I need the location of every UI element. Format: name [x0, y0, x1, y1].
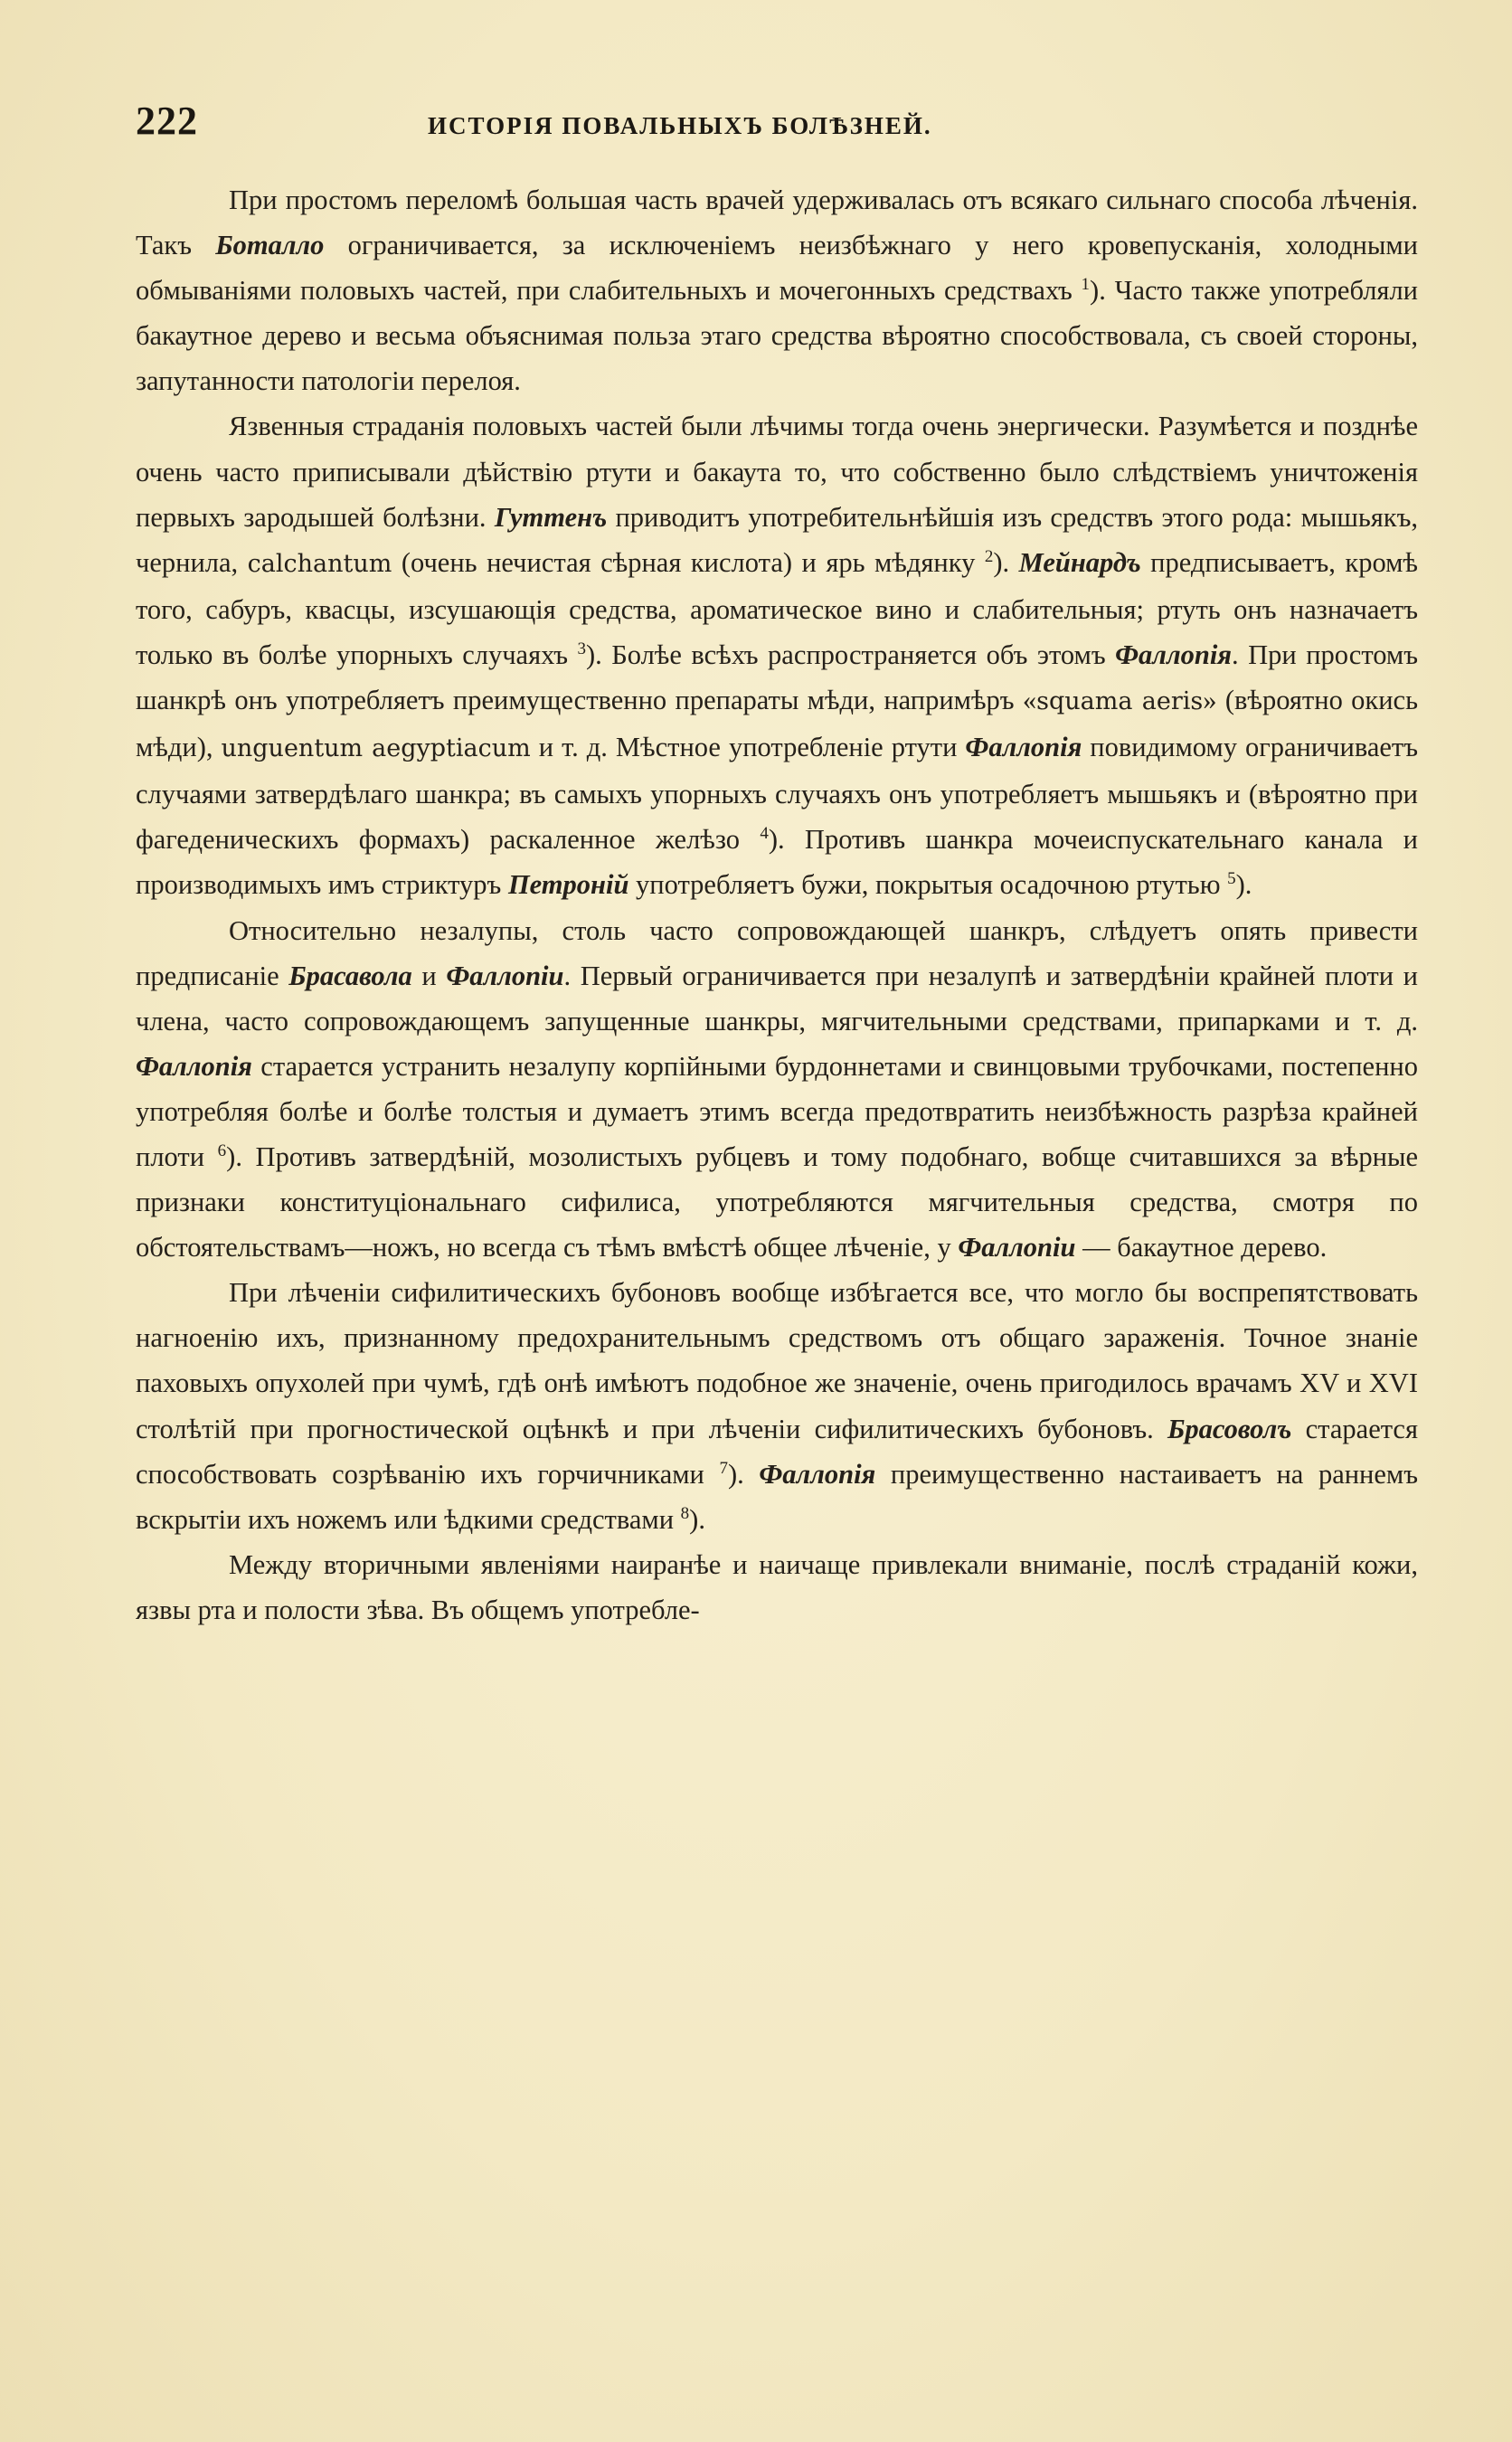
text-run: старается способствовать созрѣванію ихъ горчичниками: [136, 1413, 1419, 1490]
author-name: Фаллопія: [1115, 639, 1233, 670]
text-run: ограничивается, за исключеніемъ неизбѣжнаго у него кровепусканія, холодными обмываніями половыхъ частей, при слабительныхъ и мочегонныхъ средствахъ: [136, 230, 1418, 307]
paragraph: [136, 908, 1418, 1271]
text-run: При простомъ переломѣ большая часть врачей удерживалась отъ всякаго сильнаго способа лѣченія. Такъ: [136, 185, 1418, 261]
footnote-marker: 8: [680, 1503, 690, 1523]
text-run: . При простомъ шанкрѣ онъ употребляетъ преимущественно препараты мѣди, напримѣръ «: [136, 639, 1418, 716]
latin-term: unguentum aegyptiacum: [221, 734, 531, 763]
author-name: Брасавола: [288, 960, 412, 991]
author-name: Мейнардъ: [1018, 546, 1141, 578]
latin-term: calchantum: [247, 549, 392, 578]
text-run: Между вторичными явленіями наиранѣе и наичаще привлекали вниманіе, послѣ страданій кожи, язвы рта и полости зѣва. Въ общемъ употребле-: [136, 1548, 1418, 1625]
text-run: При лѣченіи сифилитическихъ бубоновъ вообще избѣгается все, что могло бы воспрепятствовать нагноенію ихъ, признанному предохранительнымъ средствомъ отъ общаго зараженія. Точное знаніе паховыхъ опухолей при чумѣ, гдѣ онѣ имѣютъ подобное же значеніе, очень пригодилось врачамъ XV и XVI столѣтій при прогностической оцѣнкѣ и при лѣченіи сифилитическихъ бубоновъ.: [136, 1277, 1418, 1444]
footnote-marker: 4: [760, 824, 769, 844]
text-run: ).: [993, 546, 1019, 578]
text-run: предписываетъ, кромѣ того, сабуръ, квасцы, изсушающія средства, ароматическое вино и слабительныя; ртуть онъ назначаетъ только въ болѣе упорныхъ случаяхъ: [136, 546, 1418, 670]
author-name: Фаллопія: [759, 1458, 876, 1490]
footnote-marker: 2: [984, 546, 994, 566]
text-run: старается устранить незалупу корпійными бурдоннетами и свинцовыми трубочками, постепенно употребляя болѣе и болѣе толстыя и думаетъ этимъ всегда предотвратить неизбѣжность разрѣза крайней плоти: [136, 1050, 1418, 1172]
text-run: . Первый ограничивается при незалупѣ и затвердѣніи крайней плоти и члена, часто сопровождающемъ запущенные шанкры, мягчительными средствами, припарками и т. д.: [136, 960, 1418, 1036]
text-run: преимущественно настаиваетъ на раннемъ вскрытіи ихъ ножемъ или ѣдкими средствами: [136, 1458, 1418, 1535]
body-text: [136, 177, 1418, 1633]
footnote-marker: 3: [577, 639, 586, 658]
text-run: ). Часто также употребляли бакаутное дерево и весьма объяснимая польза этаго средства вѣроятно способствовала, съ своей стороны, запутанности патологіи перелоя.: [136, 275, 1418, 397]
text-run: ).: [689, 1503, 705, 1535]
author-name: Фаллопія: [965, 732, 1082, 763]
text-run: Язвенныя страданія половыхъ частей были лѣчимы тогда очень энергически. Разумѣется и позднѣе очень часто приписывали дѣйствію ртути и бакаута то, что собственно было слѣдствіемъ уничтоженія первыхъ зародышей болѣзни.: [136, 411, 1418, 533]
text-run: повидимому ограничиваетъ случаями затвердѣлаго шанкра; въ самыхъ упорныхъ случаяхъ онъ употребляетъ мышьякъ и (вѣроятно при фагеденическихъ формахъ) раскаленное желѣзо: [136, 732, 1419, 856]
text-run: ).: [1235, 869, 1252, 901]
text-run: и: [411, 960, 447, 991]
text-run: приводитъ употребительнѣйшія изъ средствъ этого рода: мышьякъ, чернила,: [136, 501, 1419, 578]
running-title: ИСТОРІЯ ПОВАЛЬНЫХЪ БОЛѢЗНЕЙ.: [428, 112, 932, 139]
text-run: ). Болѣе всѣхъ распространяется объ этомъ: [585, 639, 1116, 670]
text-run: и т. д. Мѣстное употребленіе ртути: [530, 732, 966, 763]
text-run: (очень нечистая сѣрная кислота) и ярь мѣдянку: [392, 546, 985, 578]
footnote-marker: 5: [1227, 869, 1236, 889]
paragraph: [136, 177, 1418, 403]
author-name: Петроній: [507, 869, 629, 901]
text-run: ). Противъ шанкра мочеиспускательнаго канала и производимыхъ имъ стриктуръ: [136, 824, 1418, 901]
author-name: Боталло: [215, 230, 325, 261]
footnote-marker: 6: [217, 1141, 227, 1160]
author-name: Фаллопіи: [958, 1232, 1076, 1264]
footnote-marker: 7: [719, 1458, 728, 1478]
text-run: — бакаутное дерево.: [1075, 1232, 1328, 1264]
author-name: Брасоволъ: [1167, 1413, 1292, 1444]
paragraph: [136, 1542, 1418, 1633]
paragraph: [136, 403, 1418, 907]
footnote-marker: 1: [1081, 275, 1091, 295]
page-number: 222: [136, 99, 198, 143]
author-name: Гуттенъ: [494, 501, 608, 533]
text-run: ). Противъ затвердѣній, мозолистыхъ рубцевъ и тому подобнаго, вобще считавшихся за вѣрные признаки конституціональнаго сифилиса, употребляются мягчительныя средства, смотря по обстоятельствамъ—ножъ, но всегда съ тѣмъ вмѣстѣ общее лѣченіе, у: [136, 1141, 1418, 1264]
text-run: Относительно незалупы, столь часто сопровождающей шанкръ, слѣдуетъ опять привести предписаніе: [136, 914, 1418, 991]
text-run: » (вѣроятно окись мѣди),: [136, 685, 1419, 763]
running-head: [136, 98, 1420, 145]
latin-term: squama aeris: [1036, 687, 1204, 716]
author-name: Фаллопіи: [446, 960, 564, 991]
text-run: употребляетъ бужи, покрытыя осадочною ртутью: [628, 869, 1228, 901]
paragraph: [136, 1270, 1418, 1542]
text-run: ).: [727, 1458, 760, 1490]
author-name: Фаллопія: [136, 1050, 252, 1082]
